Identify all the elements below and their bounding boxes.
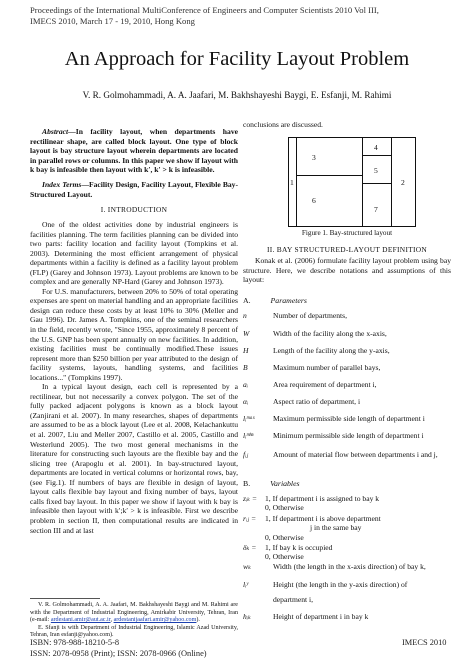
- intro-body: [30, 220, 238, 535]
- variables-heading: [243, 479, 300, 488]
- parameter-description: Aspect ratio of department, i: [273, 397, 361, 406]
- header-line-2: IMECS 2010, March 17 - 19, 2010, Hong Kong: [30, 16, 195, 26]
- variables-title: Variables: [270, 479, 300, 488]
- variable-h-desc: Height of department i in bay k: [273, 612, 369, 621]
- variable-z-line-1: 1, If department i is assigned to bay k: [265, 494, 380, 503]
- index-terms-text: —Facility Design, Facility Layout, Flexible Bay-Structured Layout.: [30, 180, 239, 199]
- parameters-heading: [243, 296, 307, 305]
- bay-layout-figure: [288, 137, 416, 227]
- parameter-symbol: B: [243, 363, 248, 372]
- index-terms-label: Index Terms: [42, 180, 82, 189]
- parameters-letter: A.: [243, 296, 251, 305]
- footnote-rule: [30, 598, 100, 599]
- dept-label-3: 3: [312, 153, 316, 162]
- email-link-2[interactable]: ardestanijaafari.amir@yahoo.com: [113, 617, 197, 624]
- email-link-1[interactable]: ardestani.amir@aut.ac.ir: [50, 617, 111, 624]
- footnote-text-2: E. Sfanji is with Department of Industrial Engineering, Islamic Azad University, Tehran, Iran esfanji@yahoo.com).: [30, 624, 238, 639]
- section-2-heading: II. BAY STRUCTURED-LAYOUT DEFINITION: [266, 245, 428, 254]
- parameter-symbol: W: [243, 329, 250, 338]
- parameter-symbol: H: [243, 346, 249, 355]
- footer-conference: IMECS 2010: [402, 638, 447, 647]
- variable-w-symbol: wₖ: [243, 562, 251, 571]
- parameter-description: Amount of material flow between departments i and j,: [273, 450, 438, 459]
- section-1-heading: I. INTRODUCTION: [100, 205, 168, 214]
- dept-6-cell: [296, 175, 363, 226]
- variable-z-symbol: zᵢₖ =: [243, 494, 257, 503]
- dept-label-6: 6: [312, 196, 316, 205]
- parameter-symbol: lᵢᵐᵃˣ: [243, 414, 255, 423]
- variable-h-symbol: hᵢₖ: [243, 612, 251, 621]
- footer-left: [30, 638, 207, 659]
- figure-caption: Figure 1. Bay-structured layout: [301, 229, 393, 237]
- variable-w-desc: Width (the length in the x-axis direction) of bay k,: [273, 562, 426, 571]
- variable-r-line-2: j in the same bay: [310, 523, 362, 533]
- right-intro-continuation: conclusions are discussed.: [243, 120, 323, 129]
- parameter-symbol: aᵢ: [243, 380, 248, 389]
- dept-label-1: 1: [290, 178, 294, 187]
- parameter-symbol: αᵢ: [243, 397, 249, 406]
- parameter-symbol: lᵢᵐⁱⁿ: [243, 431, 254, 440]
- parameter-description: Number of departments,: [273, 311, 348, 320]
- parameter-description: Width of the facility along the x-axis,: [273, 329, 387, 338]
- dept-label-4: 4: [374, 143, 378, 152]
- abstract-text: —In facility layout, when departments have rectilinear shape, are called block layout. One type of block layout is bay structure layout wherein departments are located in parallel rows or columns. In this paper we show if layout with k bay is infeasible then layout with k′, k′ > k is infeasible.: [30, 127, 238, 175]
- intro-paragraph-1: One of the oldest activities done by industrial engineers is facilities planning. The term facilities planning can be divided into two parts: facility location and facility layout (Tompkins et al. 2003). Determining the most efficient arrangement of physical departments within a facility is defined as a facility layout problem (FLP) (Garey and Johnson 1973). Layout problems are known to be complex and are generally NP-Hard (Garey and Johnson 1973).: [30, 220, 238, 287]
- parameter-description: Area requirement of department i,: [273, 380, 377, 389]
- dept-label-7: 7: [374, 205, 378, 214]
- footnote-text-1: V. R. Golmohammadi, A. A. Jaafari, M. Bakhshayeshi Baygi and M. Rahimi are with the Department of Industrial Engineering, Amirkabir University, Tehran, Iran (e-mail:: [30, 602, 238, 624]
- abstract-label: Abstract: [42, 127, 69, 136]
- dept-label-2: 2: [401, 178, 405, 187]
- parameter-symbol: n: [243, 311, 247, 320]
- variable-r-symbol: rᵢⱼ =: [243, 514, 257, 523]
- variables-letter: B.: [243, 479, 251, 488]
- parameters-title: Parameters: [270, 296, 307, 305]
- paper-title: An Approach for Facility Layout Problem: [64, 48, 410, 70]
- parameter-description: Maximum permissible side length of department i: [273, 414, 425, 423]
- variable-l-desc-1: Height (the length in the y-axis direction) of: [273, 580, 408, 589]
- section-2-body: [243, 256, 451, 285]
- abstract: [30, 127, 238, 175]
- parameter-description: Minimum permissible side length of department i: [273, 431, 424, 440]
- author-list: V. R. Golmohammadi, A. A. Jaafari, M. Bakhshayeshi Baygi, E. Esfanji, M. Rahimi: [82, 90, 392, 100]
- variable-r-line-3: 0, Otherwise: [265, 532, 304, 542]
- index-terms: [30, 180, 238, 199]
- variable-delta-symbol: δₖ =: [243, 543, 257, 552]
- author-footnote: V. R. Golmohammadi, A. A. Jaafari, M. Bakhshayeshi Baygi and M. Rahimi are with the Department of Industrial Engineering, Amirkabir University, Tehran, Iran (e-mail: ardestani.amir@aut.ac.ir, ardestanijaafari.amir@yahoo.com). E. Sfanji is with Department of Industrial Engineering, Islamic Azad University, Tehran, Iran esfanji@yahoo.com).: [30, 602, 238, 639]
- variable-r-line-1: 1, If department i is above department: [265, 514, 381, 523]
- intro-paragraph-3: In a typical layout design, each cell is represented by a rectilinear, but not necessarily a convex polygon. The set of the fully packed adjacent polygons is known as a block layout (Zanjirani et al. 2007). In many researches, shapes of departments are assumed to be as a block layout (Lee et al. 2008, Kelachankuttu et al. 2007, Liu and Meller 2007, Castillo et al. 2005, Castillo and Westerlund 2005). The two most general mechanisms in the literature for constructing such layouts are the flexible bay and the slicing tree (Arapoglu et al. 2001). In bay-structured layout, departments are located in vertical columns or horizontal rows, bay, (see Fig.1). If numbers of bays are flexible in design of layout, layout calls flexible bay layout and fixing number of bays, layout calls fixed bay layout. In this paper we show if layout with k bay is infeasible then layout with k′;k′ > k is infeasible. First we describe problem in section II, then computational results are indicated in section III and at last: [30, 382, 238, 535]
- proceedings-header: [30, 5, 379, 27]
- variable-l-desc-2: department i,: [273, 595, 314, 605]
- dept-3-cell: [296, 138, 363, 176]
- header-line-1: Proceedings of the International MultiConference of Engineers and Computer Scientists 2010 Vol III,: [30, 5, 379, 15]
- parameter-description: Maximum number of parallel bays,: [273, 363, 381, 372]
- variable-delta-line-2: 0, Otherwise: [265, 552, 304, 562]
- section-2-paragraph: Konak et al. (2006) formulate facility layout problem using bay structure. Here, we describe notations and assumptions of this layout:: [243, 256, 451, 285]
- isbn: ISBN: 978-988-18210-5-8: [30, 638, 120, 647]
- parameter-description: Length of the facility along the y-axis,: [273, 346, 390, 355]
- variable-l-symbol: lᵢʸ: [243, 580, 249, 589]
- dept-label-5: 5: [374, 166, 378, 175]
- intro-paragraph-2: For U.S. manufacturers, between 20% to 50% of total operating expenses are spent on material handling and an appropriate facilities design can reduce these costs by at least 10% to 30% (Meller and Gau 1996). Dr. James A. Tompkins, one of the seminal researchers in the field, recently wrote, "Since 1955, approximately 8 percent of the U.S. GNP has been spent annually on new facilities. In addition, existing facilities must be continually modified.These issues represent more than $250 billion per year attributed to the design of facility systems, layouts, handling systems, and facilities locations..." (Tompkins 1997).: [30, 286, 238, 382]
- parameter-symbol: fᵢⱼ: [243, 450, 249, 459]
- variable-delta-line-1: 1, If bay k is occupied: [265, 543, 333, 552]
- issn: ISSN: 2078-0958 (Print); ISSN: 2078-0966 (Online): [30, 648, 207, 658]
- variable-z-line-2: 0, Otherwise: [265, 503, 304, 513]
